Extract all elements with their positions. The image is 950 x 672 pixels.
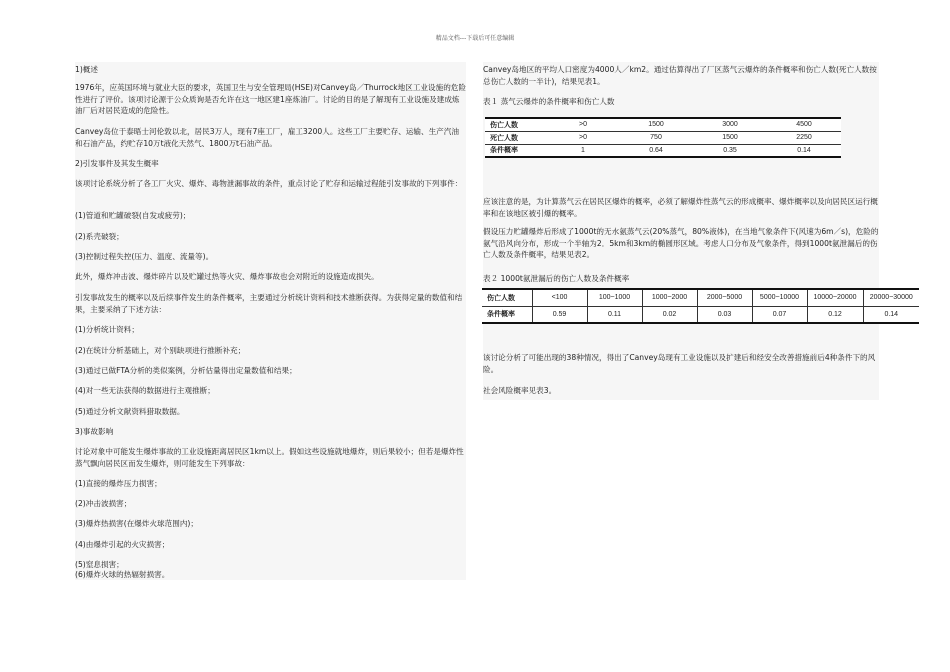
right-paragraph: 应该注意的是，为计算蒸气云在居民区爆炸的概率，必须了解爆炸性蒸气云的形成概率、爆炸概率以及向居民区运行概率和在该地区被引爆的概率。 — [483, 197, 878, 218]
left-paragraph: (1)管道和贮罐破裂(自发或疲劳)； — [75, 211, 191, 220]
table2-caption: 表２ 1000t氨泄漏后的伤亡人数及条件概率 — [483, 274, 630, 283]
table-cell: 伤亡人数 — [482, 289, 532, 306]
right-paragraph: 假设压力贮罐爆炸后形成了1000t的无水氨蒸气云(20%蒸气，80%液体)，在当地气象条件下(风速为6m／s)，危险的氨气沿风向分布，形成一个半轴为2．5km和3km的椭圆形区域。考虑人口分布及气象条件，得到1000t氨泄漏后的伤亡人数及条件概率，结果见表2。 — [483, 227, 879, 259]
table2 — [482, 288, 919, 324]
table-cell: 1 — [547, 144, 619, 157]
left-paragraph: (3)通过已做FTA分析的类似案例，分析估量得出定量数值和结果； — [75, 366, 297, 375]
left-column — [75, 62, 466, 580]
left-paragraph: (6)爆炸火球的热辐射损害。 — [75, 570, 170, 579]
left-paragraph: (4)对一些无法获得的数据进行主观推断； — [75, 386, 215, 395]
table-cell: 0.07 — [752, 306, 807, 323]
table-row — [485, 131, 841, 144]
left-paragraph: (3)控制过程失控(压力、温度、流量等)。 — [75, 252, 214, 261]
table-cell: 10000~20000 — [807, 289, 863, 306]
left-paragraph: 引发事故发生的概率以及后续事件发生的条件概率，主要通过分析统计资料和技术推断获得。为获得定量的数值和结果，主要采纳了下述方法： — [75, 293, 463, 314]
left-paragraph: (1)直接的爆炸压力损害； — [75, 479, 162, 488]
table1-caption: 表１ 蒸气云爆炸的条件概率和伤亡人数 — [483, 97, 615, 106]
table-row — [485, 144, 841, 157]
table-row — [482, 306, 919, 323]
table-cell: 1000~2000 — [642, 289, 697, 306]
left-paragraph: Canvey岛位于泰晤士河伦敦以北，居民3万人，现有7座工厂，雇工3200人。这些工厂主要贮存、运输、生产汽油和石油产品，约贮存10万t液化天然气、1800万t石油产品。 — [75, 127, 459, 148]
left-paragraph: 2)引发事件及其发生概率 — [75, 159, 159, 168]
right-paragraph: 该讨论分析了可能出现的38种情况，得出了Canvey岛现有工业设施以及扩建后和经安全改善措施前后4种条件下的风险。 — [483, 353, 876, 374]
table-cell: 1500 — [693, 131, 767, 144]
table-cell: 0.14 — [767, 144, 841, 157]
left-paragraph: (4)由爆炸引起的火灾损害； — [75, 540, 170, 549]
left-paragraph: 1)概述 — [75, 65, 98, 74]
left-paragraph: 此外，爆炸冲击波、爆炸碎片以及贮罐过热等火灾、爆炸事故也会对附近的设施造成损失。 — [75, 272, 379, 281]
table-cell: 100~1000 — [587, 289, 642, 306]
table1 — [485, 117, 841, 158]
left-paragraph: 3)事故影响 — [75, 427, 114, 436]
table-row — [482, 289, 919, 306]
table-cell: >0 — [547, 118, 619, 131]
table-row — [485, 118, 841, 131]
right-column-lower — [483, 346, 879, 400]
table-cell: 1500 — [619, 118, 693, 131]
left-paragraph: (5)通过分析文献资料猎取数据。 — [75, 407, 185, 416]
table-cell: >0 — [547, 131, 619, 144]
left-paragraph: (5)窒息损害； — [75, 560, 124, 569]
left-paragraph: (2)系壳破裂； — [75, 232, 124, 241]
right-paragraph: 社会风险概率见表3。 — [483, 386, 557, 395]
left-paragraph: 1976年，应英国环境与就业大臣的要求，英国卫生与安全管理局(HSE)对Canvey岛／Thurrock地区工业设施的危险性进行了评价。该项讨论源于公众质询是否允许在这一地区建1座炼油厂。讨论的目的是了解现有工业设施及建成炼油厂后对居民造成的危险性。 — [75, 83, 466, 115]
table-cell: 0.02 — [642, 306, 697, 323]
right-paragraph: Canvey岛地区的平均人口密度为4000人／km2。通过估算得出了厂区蒸气云爆炸的条件概率和伤亡人数(死亡人数按总伤亡人数的一半计)，结果见表1。 — [483, 65, 877, 86]
table-cell: 0.64 — [619, 144, 693, 157]
table-cell: <100 — [532, 289, 587, 306]
table-cell: 死亡人数 — [485, 131, 547, 144]
left-paragraph: 讨论对象中可能发生爆炸事故的工业设施距离居民区1km以上。假如这些设施就地爆炸，则后果较小；但若是爆炸性蒸气飘向居民区而发生爆炸，则可能发生下列事故： — [75, 447, 464, 468]
table-cell: 0.59 — [532, 306, 587, 323]
left-paragraph: (2)冲击波损害； — [75, 499, 132, 508]
table-cell: 0.35 — [693, 144, 767, 157]
table-cell: 2000~5000 — [697, 289, 752, 306]
table-cell: 4500 — [767, 118, 841, 131]
left-paragraph: (2)在统计分析基础上，对个别缺项进行推断补充； — [75, 346, 246, 355]
table-cell: 3000 — [693, 118, 767, 131]
table-cell: 0.12 — [807, 306, 863, 323]
table-cell: 20000~30000 — [863, 289, 919, 306]
table-cell: 0.03 — [697, 306, 752, 323]
table-cell: 0.14 — [863, 306, 919, 323]
left-paragraph: (3)爆炸热损害(在爆炸火球范围内)； — [75, 519, 198, 528]
table-cell: 条件概率 — [482, 306, 532, 323]
table-cell: 0.11 — [587, 306, 642, 323]
page-header: 精品文档---下载后可任意编辑 — [435, 35, 515, 42]
table-cell: 伤亡人数 — [485, 118, 547, 131]
left-paragraph: (1)分析统计资料； — [75, 325, 139, 334]
left-paragraph: 该项讨论系统分析了各工厂火灾、爆炸、毒物泄漏事故的条件，重点讨论了贮存和运输过程能引发事故的下列事件： — [75, 179, 463, 188]
table-cell: 条件概率 — [485, 144, 547, 157]
table-cell: 750 — [619, 131, 693, 144]
table-cell: 2250 — [767, 131, 841, 144]
table-cell: 5000~10000 — [752, 289, 807, 306]
